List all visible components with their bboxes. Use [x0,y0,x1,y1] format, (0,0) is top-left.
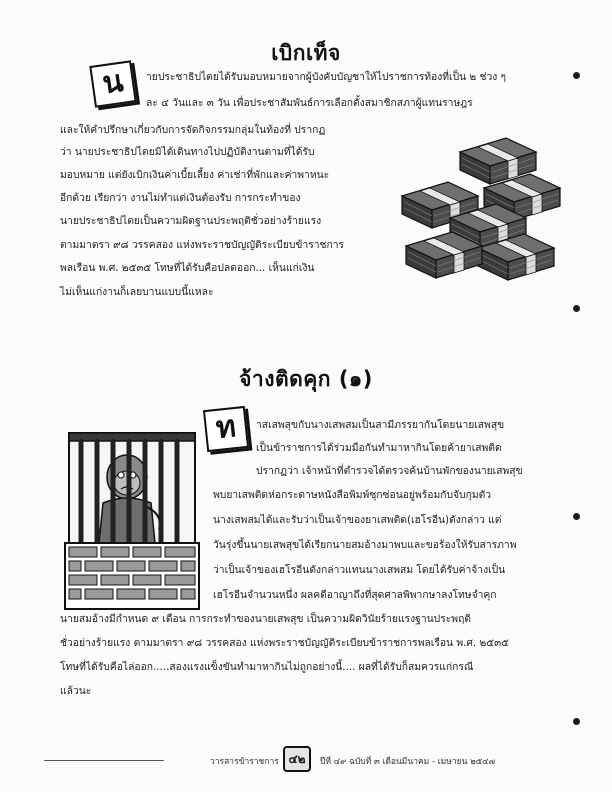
section-1-line: ละ ๔ วันและ ๓ วัน เพื่อประชาสัมพันธ์การเลือกตั้งสมาชิกสภาผู้แทนราษฎร [146,97,473,109]
section-2-line: พบยาเสพติดห่อกระดาษหนังสือพิมพ์ซุกซ่อนอยู่พร้อมกับจับกุมตัว [213,489,492,501]
binder-hole-dot [573,718,580,725]
binder-hole-dot [573,305,580,312]
section-1-line: ายประชาธิปไตยได้รับมอบหมายจากผู้บังคับบัญชาให้ไปราชการท้องที่เป็น ๒ ช่วง ๆ [146,71,507,83]
section-1-line: อีกด้วย เรียกว่า งานไม่ทำแต่เงินต้องรับ การกระทำของ [60,192,301,204]
binder-hole-dot [573,513,580,520]
section-2-line: นายสมอ้างมีกำหนด ๙ เดือน การกระทำของนายเสพสุข เป็นความผิดวินัยร้ายแรงฐานประพฤติ [60,613,471,625]
section-2-line: โทษที่ได้รับคือไล่ออก.....สองแรงแข็งขันทำมาหากินไม่ถูกอย่างนี้.... ผลที่ได้รับก็สมควรแก่กรณี [60,661,474,673]
section-1-line: นายประชาธิปไตยเป็นความผิดฐานประพฤติชั่วอย่างร้ายแรง [60,215,322,227]
jail-illustration [63,427,201,613]
section-2-line: เฮโรอีนจำนวนหนึ่ง ผลคดีอาญาถึงที่สุดศาลพิพากษาลงโทษจำคุก [213,589,497,601]
footer-page-number: ๔๒ [288,752,306,766]
footer-magazine-name: วารสารข้าราชการ [210,757,279,767]
section-1-line: พลเรือน พ.ศ. ๒๕๓๕ โทษที่ได้รับคือปลดออก... เห็นแก่เงิน [60,262,315,274]
section-1-line: ตามมาตรา ๙๘ วรรคสอง แห่งพระราชบัญญัติระเบียบข้าราชการ [60,239,345,251]
section-2-line: เป็นข้าราชการได้ร่วมมือกันทำมาหากินโดยค้ายาเสพติด [256,442,502,454]
section-1-dropcap: น [89,60,136,107]
section-1-line: มอบหมาย แต่ยังเบิกเงินค่าเบี้ยเลี้ยง ค่าเช่าที่พักและค่าพาหนะ [60,169,330,181]
section-2-line: วันรุ่งขึ้นนายเสพสุขได้เรียกนายสมอ้างมาพบและขอร้องให้รับสารภาพ [213,539,517,551]
section-1-title: เบิกเท็จ [271,41,341,65]
section-2-line: นางเสพสมได้และรับว่าเป็นเจ้าของยาเสพติด(เฮโรอีน)ดังกล่าว แต่ [213,514,502,526]
money-stacks-illustration [398,130,563,290]
footer-page-number-badge [283,746,311,772]
section-1-line: ไม่เห็นแก่งานก็เลยบานแบบนี้แหละ [60,286,214,298]
section-2-line: แล้วนะ [60,685,92,697]
footer-issue-info: ปีที่ ๔๙ ฉบับที่ ๓ เดือนมีนาคม - เมษายน ๒๕๔๗ [320,757,495,767]
section-2-line: ชั่วอย่างร้ายแรง ตามมาตรา ๙๘ วรรคสอง แห่งพระราชบัญญัติระเบียบข้าราชการพลเรือน พ.ศ. ๒๕๓๕ [60,637,509,649]
section-1-line: ว่า นายประชาธิปไตยมิได้เดินทางไปปฏิบัติงานตามที่ได้รับ [60,146,315,158]
section-2-line: าสเสพสุขกับนางเสพสมเป็นสามีภรรยากันโดยนายเสพสุข [256,419,505,431]
section-1-line: และให้คำปรึกษาเกี่ยวกับการจัดกิจกรรมกลุ่มในท้องที่ ปรากฏ [60,124,326,136]
footer-rule-left [44,760,164,761]
section-2-line: ปรากฏว่า เจ้าหน้าที่ตำรวจได้ตรวจค้นบ้านพักของนายเสพสุข [256,465,523,477]
binder-hole-dot [573,72,580,79]
section-2-title: จ้างติดคุก (๑) [239,367,373,391]
section-2-line: ว่าเป็นเจ้าของเฮโรอีนดังกล่าวแทนนางเสพสม โดยได้รับค่าจ้างเป็น [213,564,506,576]
section-2-dropcap: ท [203,406,249,452]
